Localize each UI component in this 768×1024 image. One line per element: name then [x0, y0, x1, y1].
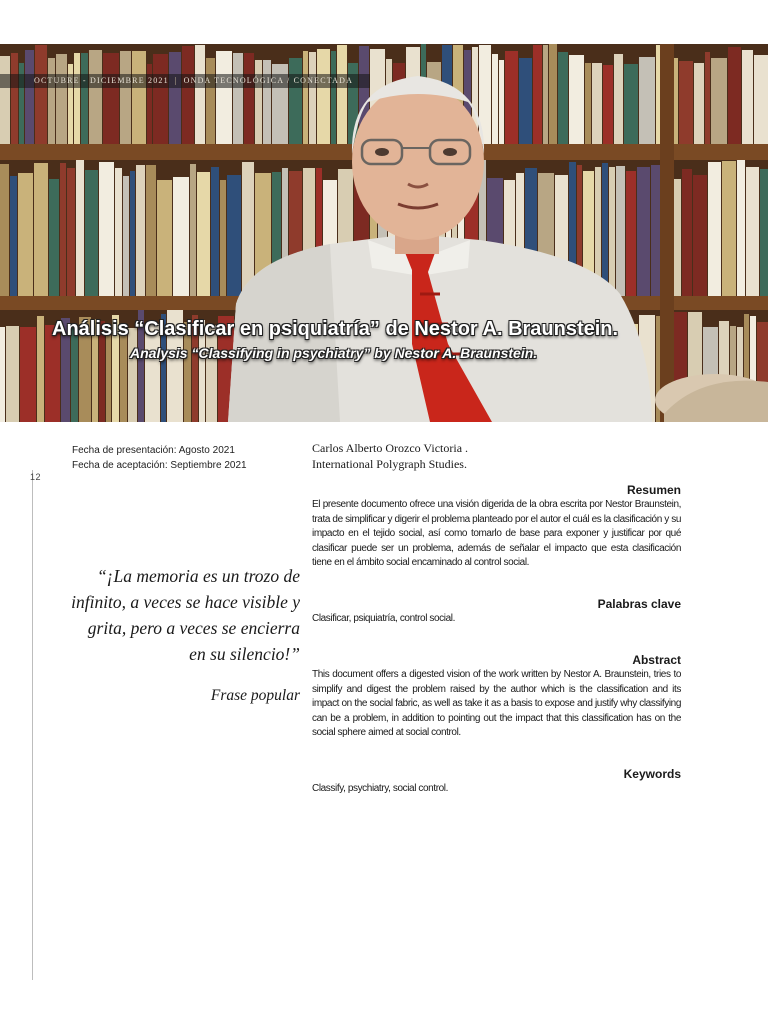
- page-number: 12: [30, 472, 42, 482]
- resumen-body: El presente documento ofrece una visión digerida de la obra escrita por Nestor Braunstein, trata de simplificar y digerir el problema planteado por el autor el cuál es la clasificación y su impacto en el tejido social, así como tomarlo de base para exponer y justificar por qué clasificar puede ser un problema, además de señalar el impacto que esta clasificación tiene en el ámbito social encaminado al control social.: [312, 499, 681, 568]
- palabras-clave-heading: Palabras clave: [597, 597, 681, 611]
- epigraph-source: Frase popular: [210, 687, 300, 704]
- author-name: Carlos Alberto Orozco Victoria .: [312, 441, 469, 455]
- abstract-heading: Abstract: [632, 653, 681, 667]
- margin-rule: [32, 470, 33, 980]
- author-affiliation: International Polygraph Studies.: [312, 457, 467, 471]
- author-block: [312, 440, 468, 472]
- bookshelf-portrait-illustration: [0, 44, 768, 422]
- epigraph-quote: “¡La memoria es un trozo de infinito, a veces se hace visible y grita, pero a veces se encierra en su silencio!”: [71, 566, 300, 664]
- resumen-heading: Resumen: [626, 483, 681, 497]
- article-title-en: Analysis “Classifying in psychiatry” by Nestor A. Braunstein.: [130, 345, 538, 361]
- issue-date: OCTUBRE - DICIEMBRE 2021: [34, 76, 169, 85]
- section-name: ONDA TECNOLÓGICA / CONECTADA: [183, 76, 354, 85]
- palabras-clave-body: Clasificar, psiquiatría, control social.: [312, 613, 455, 624]
- keywords-body: Classify, psychiatry, social control.: [312, 783, 448, 794]
- banner-photo: [0, 44, 768, 422]
- date-accepted: Fecha de aceptación: Septiembre 2021: [72, 460, 247, 471]
- issue-label: OCTUBRE - DICIEMBRE 2021 | ONDA TECNOLÓGICA / CONECTADA: [34, 76, 354, 85]
- keywords-heading: Keywords: [623, 767, 681, 781]
- article-title-es: Análisis “Clasificar en psiquiatría” de Nestor A. Braunstein.: [52, 318, 619, 340]
- submission-dates: [72, 443, 247, 473]
- abstract-body: This document offers a digested vision of the work written by Nestor A. Braunstein, tries to simplify and digest the problem raised by the author which is the classification and its impact on the social fabric, as well as take it as a basis to expose and justify why classifying can be a problem, in addition to pointing out the impact that this classification has on the social sphere aimed at social control.: [312, 669, 681, 738]
- date-presented: Fecha de presentación: Agosto 2021: [72, 445, 235, 456]
